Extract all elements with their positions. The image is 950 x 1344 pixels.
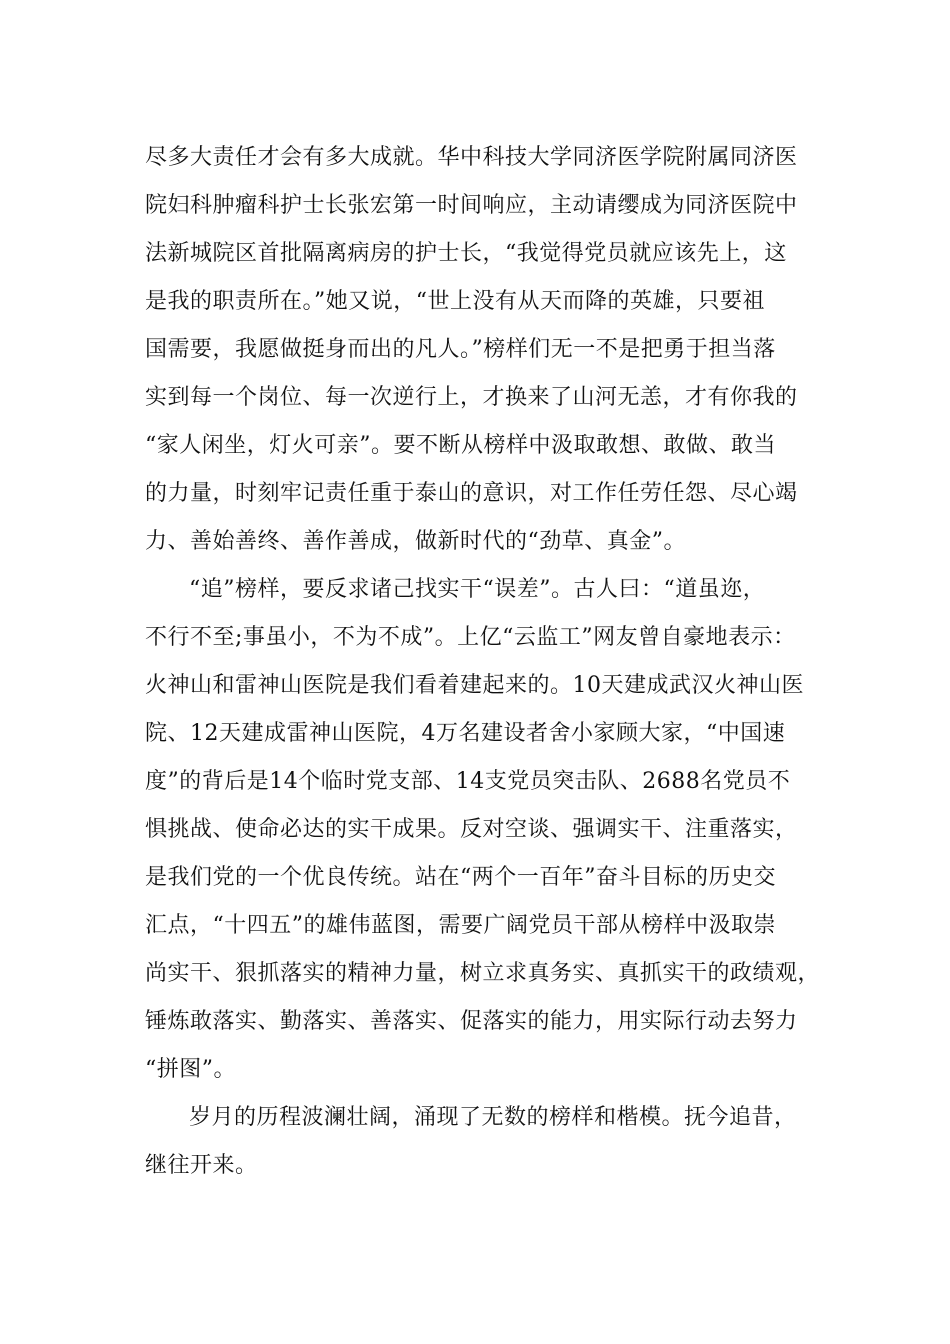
body-text [145,134,821,1190]
text-line: 不行不至;事虽小，不为不成”。上亿“云监工”网友曾自豪地表示： [145,625,796,650]
text-line: 院妇科肿瘤科护士长张宏第一时间响应，主动请缨成为同济医院中 [145,193,798,218]
text-line: 是我的职责所在。”她又说，“世上没有从天而降的英雄，只要祖 [145,289,765,314]
paragraph-first-line: 岁月的历程波澜壮阔，涌现了无数的榜样和楷模。抚今追昔， [189,1105,797,1130]
text-line: “家人闲坐，灯火可亲”。要不断从榜样中汲取敢想、敢做、敢当 [145,433,776,458]
text-line: 火神山和雷神山医院是我们看着建起来的。10天建成武汉火神山医 [145,673,804,698]
text-line: 惧挑战、使命必达的实干成果。反对空谈、强调实干、注重落实， [145,817,798,842]
text-line: 汇点，“十四五”的雄伟蓝图，需要广阔党员干部从榜样中汲取崇 [145,913,776,938]
text-line: 尚实干、狠抓落实的精神力量，树立求真务实、真抓实干的政绩观， [145,961,821,986]
text-line: 法新城院区首批隔离病房的护士长，“我觉得党员就应该先上，这 [145,241,787,266]
paragraph-first-line: “追”榜样，要反求诸己找实干“误差”。古人曰：“道虽迩， [189,577,766,602]
text-line: 力、善始善终、善作善成，做新时代的“劲草、真金”。 [145,529,686,554]
text-line: “拼图”。 [145,1057,236,1082]
text-line: 度”的背后是14个临时党支部、14支党员突击队、2688名党员不 [145,769,791,794]
text-line: 的力量，时刻牢记责任重于泰山的意识，对工作任劳任怨、尽心竭 [145,481,798,506]
text-line: 尽多大责任才会有多大成就。华中科技大学同济医学院附属同济医 [145,145,798,170]
text-line: 继往开来。 [145,1153,258,1178]
text-line: 院、12天建成雷神山医院，4万名建设者舍小家顾大家，“中国速 [145,721,786,746]
text-line: 是我们党的一个优良传统。站在“两个一百年”奋斗目标的历史交 [145,865,776,890]
text-line: 锤炼敢落实、勤落实、善落实、促落实的能力，用实际行动去努力 [145,1009,798,1034]
text-line: 国需要，我愿做挺身而出的凡人。”榜样们无一不是把勇于担当落 [145,337,776,362]
text-line: 实到每一个岗位、每一次逆行上，才换来了山河无恙，才有你我的 [145,385,798,410]
